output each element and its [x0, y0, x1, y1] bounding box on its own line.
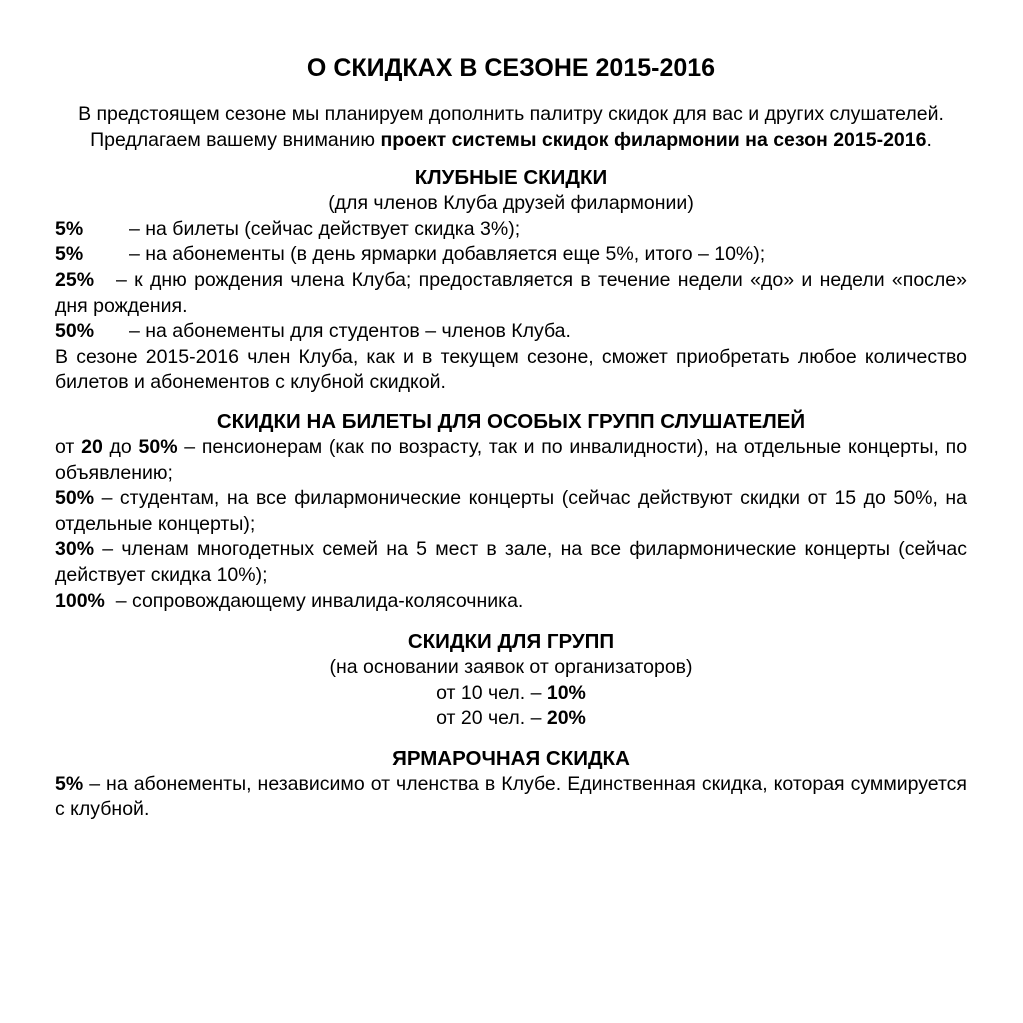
- group-discounts-subheading: (на основании заявок от организаторов): [329, 656, 693, 679]
- club-discounts-subheading: (для членов Клуба друзей филармонии): [328, 192, 694, 215]
- fair-discount-heading: ЯРМАРОЧНАЯ СКИДКА: [392, 746, 630, 770]
- discount-description: – студентам, на все филармонические концерты (сейчас действуют скидки от 15 до 50%, на отдельные концерты);: [55, 487, 967, 535]
- group-tier: [55, 681, 967, 707]
- club-discounts-heading: КЛУБНЫЕ СКИДКИ: [414, 166, 608, 190]
- discount-percent: 5%: [55, 772, 84, 795]
- pensioners-item: [55, 435, 967, 486]
- fair-discount-section: [55, 746, 967, 823]
- club-item: [55, 217, 967, 243]
- large-families-item: [55, 537, 967, 588]
- discount-percent: 20%: [546, 707, 586, 730]
- range-word-from: от: [55, 435, 75, 458]
- discount-description: – на абонементы (в день ярмарки добавляется еще 5%, итого – 10%);: [129, 243, 766, 266]
- group-discounts-heading: СКИДКИ ДЛЯ ГРУПП: [407, 630, 615, 654]
- page-title: О СКИДКАХ В СЕЗОНЕ 2015-2016: [306, 54, 716, 82]
- discount-percent: 50%: [55, 487, 95, 510]
- club-note: В сезоне 2015-2016 член Клуба, как и в текущем сезоне, сможет приобретать любое количество билетов и абонементов с клубной скидкой.: [55, 345, 967, 394]
- discount-percent: 10%: [546, 681, 586, 704]
- intro-paragraph: [55, 102, 967, 153]
- intro-end: .: [926, 128, 932, 151]
- intro-bold-text: проект системы скидок филармонии на сезон 2015-2016: [380, 128, 927, 151]
- club-item: [55, 242, 967, 268]
- club-discounts-section: [55, 165, 967, 396]
- club-item: [55, 319, 967, 345]
- group-discounts-section: [55, 629, 967, 732]
- discount-percent: 25%: [55, 268, 95, 291]
- document-page: [55, 52, 967, 823]
- intro-text: В предстоящем сезоне мы планируем дополнить палитру скидок для вас и других слушателей. Предлагаем вашему вниманию: [78, 103, 944, 151]
- discount-percent: 30%: [55, 538, 95, 561]
- range-word-to: до: [109, 435, 132, 458]
- students-item: [55, 486, 967, 537]
- discount-percent: 5%: [55, 217, 84, 240]
- discount-description: – к дню рождения члена Клуба; предоставляется в течение недели «до» и недели «после» дня рождения.: [55, 268, 967, 317]
- range-from-value: 20: [81, 435, 103, 458]
- club-item-birthday: [55, 268, 967, 319]
- discount-description: – пенсионерам (как по возрасту, так и по инвалидности), на отдельные концерты, по объявлению;: [55, 435, 968, 484]
- group-tier-label: от 10 чел. –: [436, 681, 547, 704]
- discount-percent: 50%: [55, 320, 95, 343]
- discount-description: – сопровождающему инвалида-колясочника.: [115, 589, 524, 612]
- special-groups-heading: СКИДКИ НА БИЛЕТЫ ДЛЯ ОСОБЫХ ГРУПП СЛУШАТЕЛЕЙ: [216, 409, 806, 433]
- group-tier-label: от 20 чел. –: [436, 707, 547, 730]
- discount-percent: 5%: [55, 243, 84, 266]
- fair-discount-item: [55, 772, 967, 823]
- discount-description: – на абонементы, независимо от членства в Клубе. Единственная скидка, которая суммируется с клубной.: [55, 772, 967, 821]
- range-to-value: 50%: [138, 435, 178, 458]
- wheelchair-companion-item: [55, 589, 967, 615]
- discount-description: – на абонементы для студентов – членов Клуба.: [129, 320, 571, 343]
- special-groups-section: [55, 409, 967, 614]
- group-tier: [55, 706, 967, 732]
- discount-description: – на билеты (сейчас действует скидка 3%);: [129, 217, 521, 240]
- discount-percent: 100%: [55, 589, 105, 612]
- discount-description: – членам многодетных семей на 5 мест в зале, на все филармонические концерты (сейчас действует скидка 10%);: [55, 538, 968, 586]
